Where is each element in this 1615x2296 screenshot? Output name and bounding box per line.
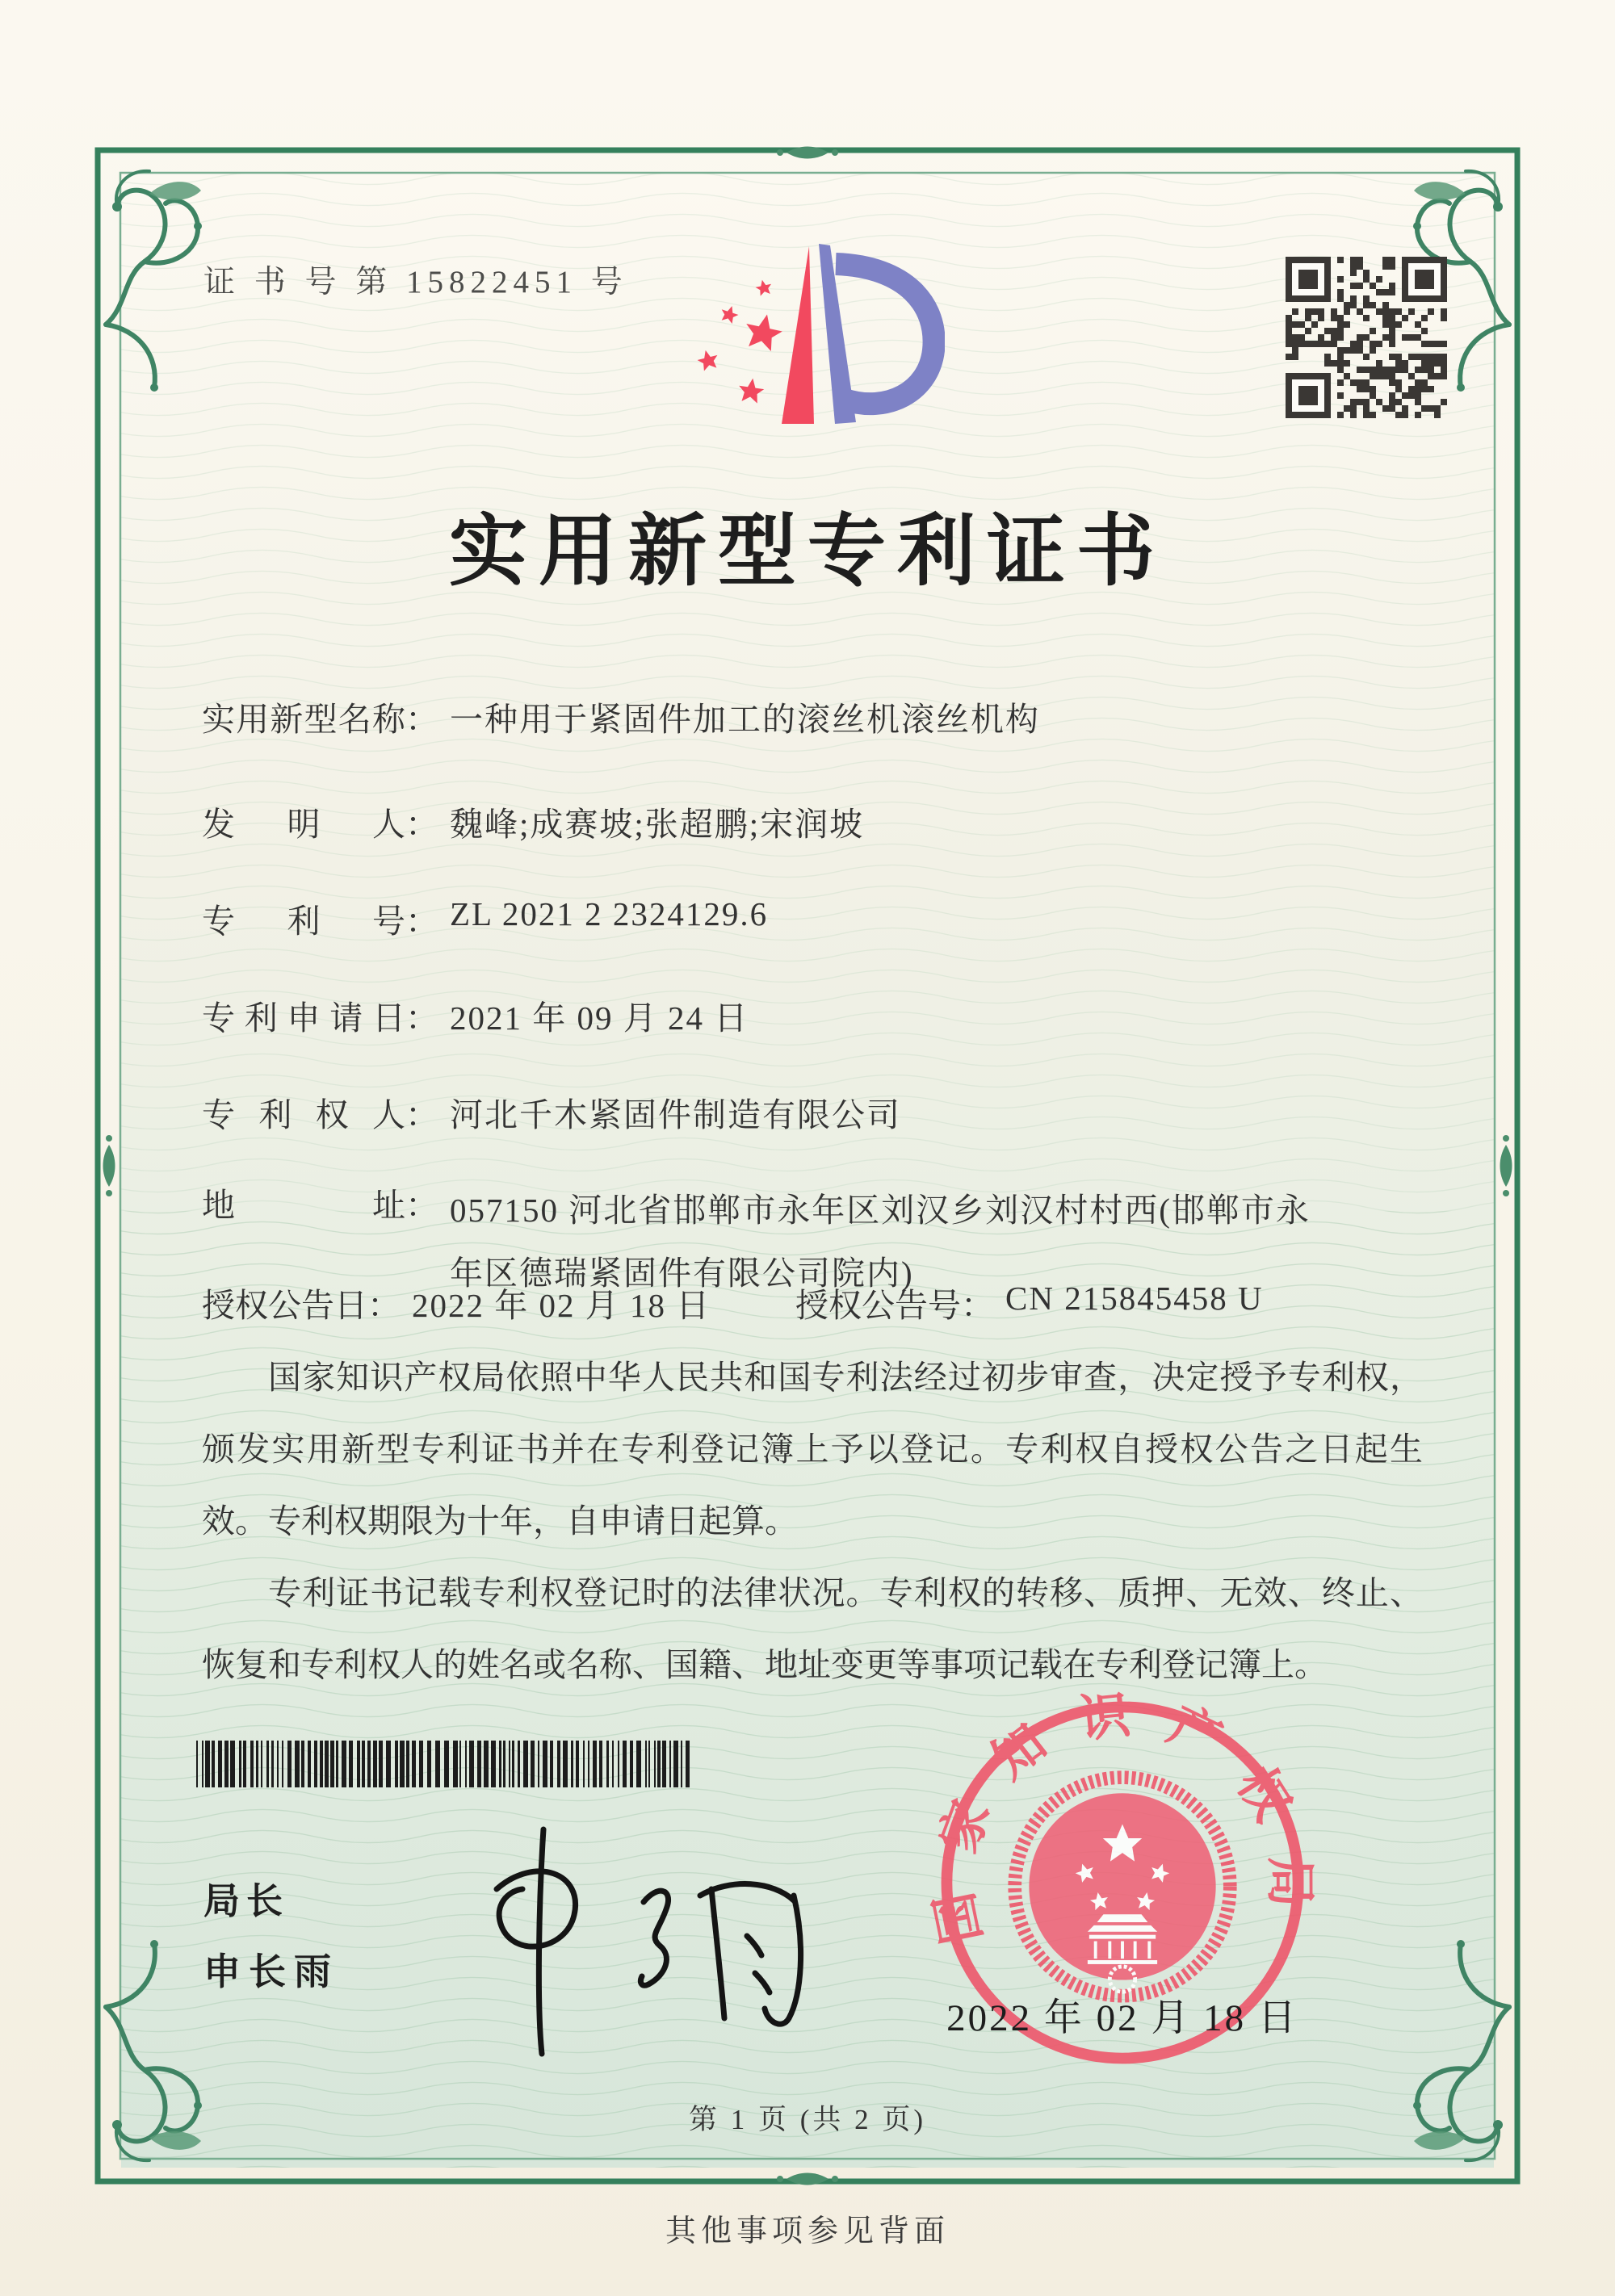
barcode-bar bbox=[499, 1741, 501, 1787]
page-number: 第 1 页 (共 2 页) bbox=[688, 2104, 927, 2135]
field-label: 授权公告号 bbox=[795, 1287, 961, 1324]
seal-date: 2022 年 02 月 18 日 bbox=[946, 1997, 1298, 2039]
field-application-date: 专利申请日： 2021 年 09 月 24 日 bbox=[202, 991, 1429, 1039]
barcode-bar bbox=[583, 1741, 585, 1787]
barcode-bar bbox=[469, 1741, 474, 1787]
barcode-bar bbox=[320, 1741, 323, 1787]
barcode-bar bbox=[386, 1741, 391, 1787]
barcode-bar bbox=[571, 1741, 573, 1787]
barcode-bar bbox=[202, 1741, 203, 1787]
barcode-bar bbox=[212, 1741, 215, 1787]
barcode-bar bbox=[287, 1741, 292, 1787]
barcode-bar bbox=[427, 1741, 431, 1787]
barcode bbox=[196, 1741, 697, 1787]
barcode-bar bbox=[654, 1741, 656, 1787]
barcode-bar bbox=[367, 1741, 371, 1787]
barcode-bar bbox=[406, 1741, 409, 1787]
barcode-bar bbox=[550, 1741, 553, 1787]
barcode-bar bbox=[636, 1741, 641, 1787]
barcode-bar bbox=[576, 1741, 579, 1787]
director-name: 申长雨 bbox=[203, 1950, 339, 1992]
barcode-bar bbox=[282, 1741, 283, 1787]
field-value: 河北千木紧固件制造有限公司 bbox=[450, 1096, 901, 1133]
field-value: CN 215845458 U bbox=[1005, 1280, 1264, 1317]
barcode-bar bbox=[205, 1741, 210, 1787]
barcode-bar bbox=[686, 1741, 690, 1787]
barcode-bar bbox=[593, 1741, 597, 1787]
barcode-bar bbox=[563, 1741, 568, 1787]
barcode-bar bbox=[196, 1741, 198, 1787]
barcode-bar bbox=[465, 1741, 467, 1787]
barcode-bar bbox=[295, 1741, 300, 1787]
qr-code bbox=[1286, 257, 1447, 418]
director-signature-icon bbox=[440, 1815, 820, 2057]
grant-date-pair: 授权公告日： 2022 年 02 月 18 日 bbox=[202, 1280, 711, 1317]
field-label: 地址 bbox=[202, 1187, 405, 1224]
barcode-bar bbox=[588, 1741, 589, 1787]
field-address: 地址： 057150 河北省邯郸市永年区刘汉乡刘汉村村西(邯郸市永年区德瑞紧固件有限公司院内) bbox=[202, 1179, 1429, 1305]
barcode-bar bbox=[325, 1741, 329, 1787]
barcode-bar bbox=[491, 1741, 496, 1787]
barcode-bar bbox=[531, 1741, 535, 1787]
field-label: 专利号 bbox=[202, 903, 405, 940]
barcode-bar bbox=[512, 1741, 514, 1787]
barcode-bar bbox=[459, 1741, 461, 1787]
barcode-bar bbox=[669, 1741, 671, 1787]
barcode-bar bbox=[250, 1741, 254, 1787]
legal-text bbox=[202, 1342, 1423, 1701]
field-value: ZL 2021 2 2324129.6 bbox=[450, 895, 769, 932]
barcode-bar bbox=[657, 1741, 661, 1787]
barcode-bar bbox=[342, 1741, 346, 1787]
barcode-bar bbox=[349, 1741, 353, 1787]
barcode-bar bbox=[400, 1741, 405, 1787]
back-side-note: 其他事项参见背面 bbox=[665, 2214, 950, 2248]
barcode-bar bbox=[395, 1741, 398, 1787]
barcode-bar bbox=[623, 1741, 627, 1787]
barcode-bar bbox=[662, 1741, 666, 1787]
legal-paragraph-2: 专利证书记载专利权登记时的法律状况。专利权的转移、质押、无效、终止、恢复和专利权人的姓名或名称、国籍、地址变更等事项记载在专利登记簿上。 bbox=[202, 1574, 1423, 1683]
field-value: 一种用于紧固件加工的滚丝机滚丝机构 bbox=[450, 701, 1040, 738]
svg-text:国家知识产权局: 国家知识产权局 bbox=[925, 1686, 1319, 1949]
field-label: 授权公告日 bbox=[202, 1287, 367, 1324]
barcode-bar bbox=[630, 1741, 633, 1787]
barcode-bar bbox=[379, 1741, 383, 1787]
field-label: 实用新型名称 bbox=[202, 701, 405, 738]
barcode-bar bbox=[256, 1741, 258, 1787]
barcode-bar bbox=[373, 1741, 377, 1787]
barcode-bar bbox=[266, 1741, 269, 1787]
logo-blue-bowl bbox=[836, 264, 934, 404]
barcode-bar bbox=[484, 1741, 489, 1787]
barcode-bar bbox=[538, 1741, 539, 1787]
barcode-bar bbox=[419, 1741, 423, 1787]
barcode-bar bbox=[645, 1741, 647, 1787]
cnipa-logo-icon bbox=[670, 228, 945, 462]
field-patent-number: 专利号： ZL 2021 2 2324129.6 bbox=[202, 895, 1429, 942]
barcode-bar bbox=[239, 1741, 241, 1787]
barcode-bar bbox=[681, 1741, 682, 1787]
barcode-bar bbox=[362, 1741, 365, 1787]
barcode-bar bbox=[308, 1741, 311, 1787]
director-title: 局长 bbox=[203, 1880, 290, 1921]
barcode-bar bbox=[412, 1741, 416, 1787]
field-value: 2021 年 09 月 24 日 bbox=[450, 999, 749, 1037]
barcode-bar bbox=[243, 1741, 246, 1787]
field-inventors: 发明人： 魏峰;成赛坡;张超鹏;宋润坡 bbox=[202, 798, 1429, 845]
certificate-number: 证 书 号 第 15822451 号 bbox=[203, 265, 628, 300]
field-label: 发明人 bbox=[202, 806, 405, 843]
legal-paragraph-1: 国家知识产权局依照中华人民共和国专利法经过初步审查，决定授予专利权，颁发实用新型专利证书并在专利登记簿上予以登记。专利权自授权公告之日起生效。专利权期限为十年，自申请日起算。 bbox=[202, 1359, 1423, 1540]
barcode-bar bbox=[435, 1741, 440, 1787]
logo-red-wedge bbox=[782, 246, 814, 424]
barcode-bar bbox=[224, 1741, 229, 1787]
field-label: 专利申请日 bbox=[202, 999, 405, 1037]
barcode-bar bbox=[618, 1741, 619, 1787]
field-label: 专利权人 bbox=[202, 1096, 405, 1133]
barcode-bar bbox=[230, 1741, 235, 1787]
barcode-bar bbox=[518, 1741, 520, 1787]
field-value: 057150 河北省邯郸市永年区刘汉乡刘汉村村西(邯郸市永年区德瑞紧固件有限公司院内) bbox=[450, 1192, 1311, 1292]
barcode-bar bbox=[330, 1741, 334, 1787]
barcode-bar bbox=[557, 1741, 560, 1787]
barcode-bar bbox=[261, 1741, 262, 1787]
barcode-bar bbox=[444, 1741, 449, 1787]
barcode-bar bbox=[453, 1741, 458, 1787]
field-value: 魏峰;成赛坡;张超鹏;宋润坡 bbox=[450, 806, 865, 843]
barcode-bar bbox=[612, 1741, 614, 1787]
barcode-bar bbox=[543, 1741, 547, 1787]
certificate-title: 实用新型专利证书 bbox=[449, 509, 1166, 595]
field-grant-row bbox=[202, 1279, 1429, 1326]
barcode-bar bbox=[477, 1741, 481, 1787]
barcode-bar bbox=[648, 1741, 650, 1787]
barcode-bar bbox=[606, 1741, 609, 1787]
grant-number-pair: 授权公告号： CN 215845458 U bbox=[795, 1279, 1264, 1326]
barcode-bar bbox=[271, 1741, 274, 1787]
field-patentee: 专利权人： 河北千木紧固件制造有限公司 bbox=[202, 1088, 1429, 1136]
barcode-bar bbox=[357, 1741, 360, 1787]
barcode-bar bbox=[673, 1741, 678, 1787]
barcode-bar bbox=[336, 1741, 338, 1787]
barcode-bar bbox=[301, 1741, 304, 1787]
barcode-bar bbox=[523, 1741, 528, 1787]
barcode-bar bbox=[277, 1741, 279, 1787]
barcode-bar bbox=[314, 1741, 317, 1787]
barcode-bar bbox=[599, 1741, 602, 1787]
field-value: 2022 年 02 月 18 日 bbox=[412, 1287, 711, 1324]
barcode-bar bbox=[503, 1741, 505, 1787]
barcode-bar bbox=[509, 1741, 510, 1787]
field-utility-model-name: 实用新型名称： 一种用于紧固件加工的滚丝机滚丝机构 bbox=[202, 693, 1429, 740]
barcode-bar bbox=[218, 1741, 222, 1787]
